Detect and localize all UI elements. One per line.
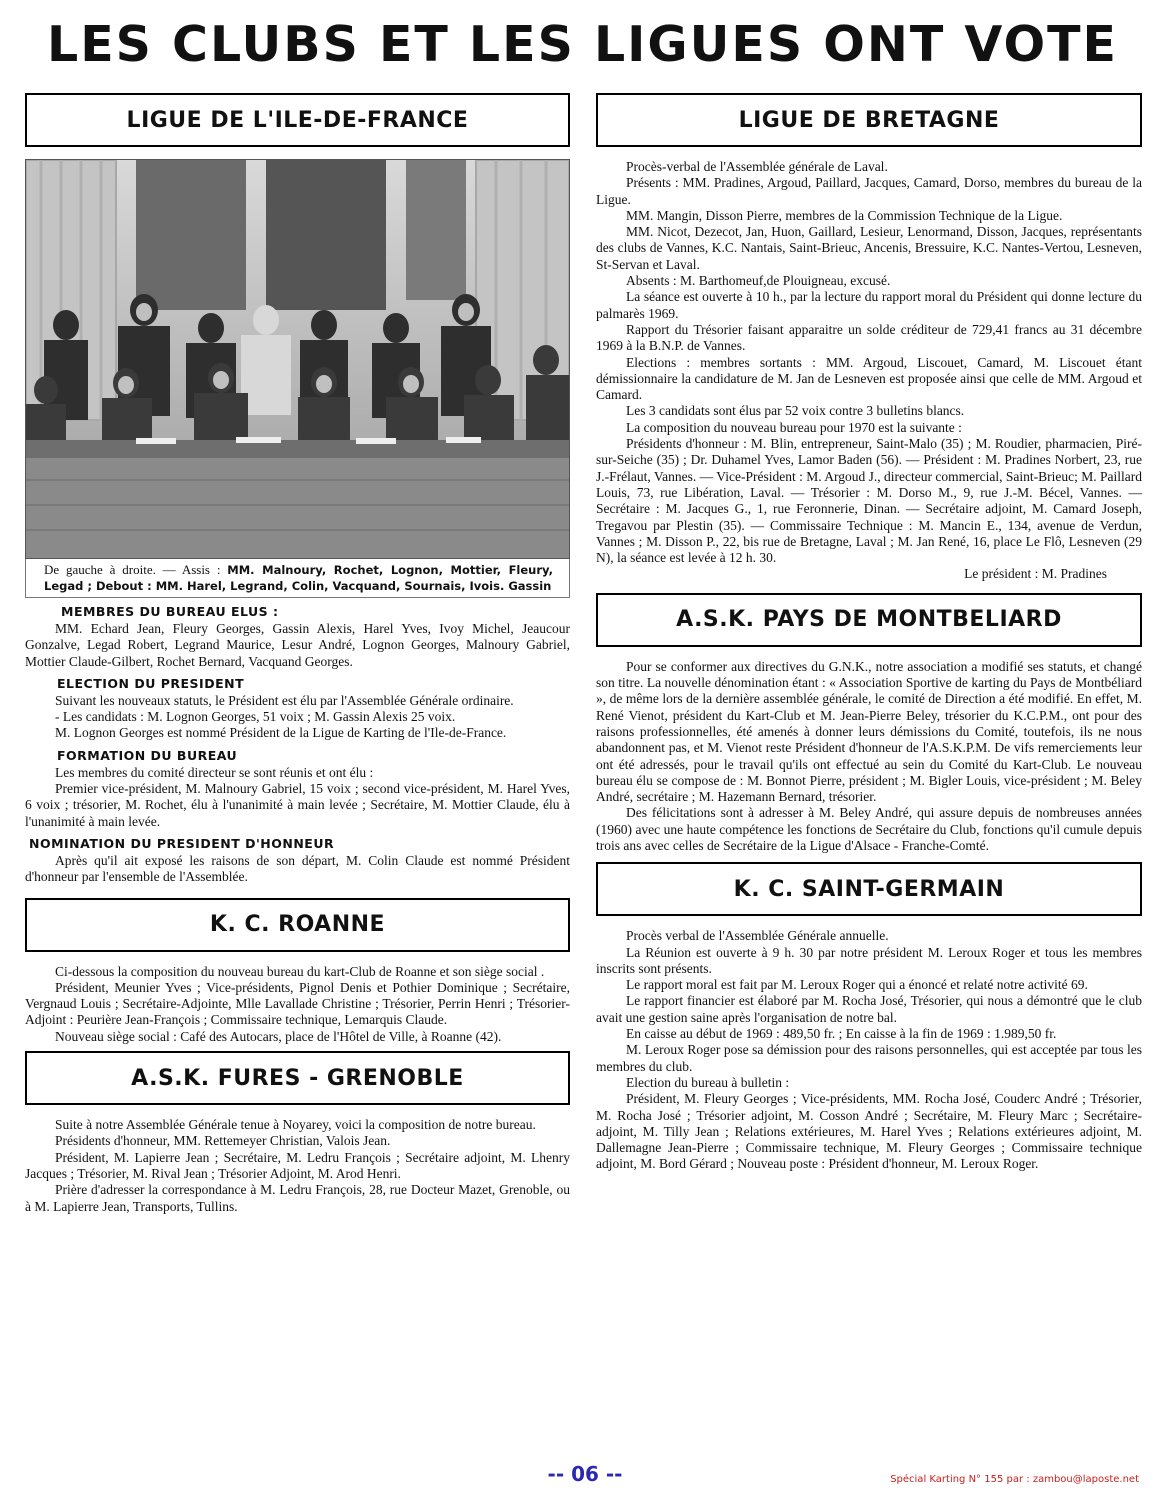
group-photo [25, 159, 570, 559]
paragraph: Des félicitations sont à adresser à M. Beley André, qui assure depuis de nombreuses années (1960) avec une haute compétence les fonctions de Secrétaire du Club, fonctions qu'il cumule depuis trois ans avec celles de Secrétaire de la Ligue d'Alsace - Franche-Comté. [596, 805, 1142, 853]
heading-nomination-president-honneur: NOMINATION DU PRESIDENT D'HONNEUR [29, 835, 335, 851]
paragraph: Les membres du comité directeur se sont réunis et ont élu : [55, 764, 374, 780]
photo-illustration [26, 160, 569, 558]
paragraph: Procès-verbal de l'Assemblée générale de Laval. [626, 159, 888, 174]
paragraph: Suivant les nouveaux statuts, le Président est élu par l'Assemblée Générale ordinaire. [55, 692, 514, 708]
paragraph: La Réunion est ouverte à 9 h. 30 par notre président M. Leroux Roger et tous les membres inscrits sont présents. [596, 944, 1142, 976]
paragraph: Présidents d'honneur : M. Blin, entrepreneur, Saint-Malo (35) ; M. Roudier, pharmacien, Piré-sur-Seiche (35) ; Dr. Duhamel Yves, Lamor Baden (56). — Président : M. Pradines Norbert, 23, rue J.-Frélaut, Vannes. — Vice-Président : M. Argoud J., directeur commercial, Saint-Brieuc; M. Paillard Louis, 73, rue Libération, Laval. — Trésorier : M. Dorso M., 9, rue J.-M. Bécel, Vannes. — Secrétaire : M. Jacques G., 1, rue Feronnerie, Dinan. — Secrétaire adjoint, M. Camard Joseph, Tregavou par Plestin (35). — Commissaire Technique : M. Mancin E., 134, avenue de Verdun, Vannes ; M. Disson P., 22, bis rue de Bretagne, Laval ; M. Jan René, 16, place Le Flô, Lesneven (29 N), la séance est levée à 12 h. 30. [596, 436, 1142, 566]
paragraph: Elections : membres sortants : MM. Argoud, Liscouet, Camard, M. Liscouet étant démissionnaire la candidature de M. Jan de Lesneven est proposée ainsi que celle de MM. Argoud et Camard. [596, 354, 1142, 403]
paragraph: Les 3 candidats sont élus par 52 voix contre 3 bulletins blancs. [626, 403, 965, 419]
page-headline: LES CLUBS ET LES LIGUES ONT VOTE [46, 16, 1118, 73]
paragraph: MM. Nicot, Dezecot, Jan, Huon, Gaillard, Lesieur, Lenormand, Disson, Jacques, représentants des clubs de Vannes, K.C. Nantais, Saint-Brieuc, Ancenis, Bressuire, K.C. Nantes-Vertou, Lesneven, St-Servan et Laval. [596, 224, 1142, 272]
paragraph: Election du bureau à bulletin : [626, 1074, 790, 1090]
paragraph: Président, M. Fleury Georges ; Vice-présidents, MM. Rocha José, Couderc André ; Trésorier, M. Rocha José ; Trésorier adjoint, M. Cosson André ; Secrétaire, M. Fleury Marc ; Secrétaire-adjoint, M. Tilly Jean ; Relations extérieures, M. Harel Yves ; Relations extérieures adjoint, M. Dallemagne Jean-Pierre ; Commissaire technique, M. Fleury Georges ; Commissaire technique adjoint, M. Bord Gérard ; Nouveau poste : Président d'honneur, M. Leroux Roger. [596, 1091, 1142, 1172]
paragraph: En caisse au début de 1969 : 489,50 fr. ; En caisse à la fin de 1969 : 1.989,50 fr. [626, 1026, 1057, 1042]
left-column [25, 93, 570, 1215]
paragraph: Ci-dessous la composition du nouveau bureau du kart-Club de Roanne et son siège social . [55, 963, 545, 979]
paragraph: Absents : M. Barthomeuf,de Plouigneau, excusé. [626, 273, 891, 289]
section-title-ask-pays-montbeliard: A.S.K. PAYS DE MONTBELIARD [596, 593, 1142, 647]
paragraph: MM. Mangin, Disson Pierre, membres de la Commission Technique de la Ligue. [626, 207, 1063, 223]
heading-formation-bureau: FORMATION DU BUREAU [57, 747, 238, 763]
paragraph: M. Lognon Georges est nommé Président de la Ligue de Karting de l'Ile-de-France. [55, 725, 507, 741]
paragraph: Le rapport financier est élaboré par M. Rocha José, Trésorier, qui nous a démontré que le club avait une gestion saine après l'organisation de notre bal. [596, 993, 1142, 1025]
paragraph: Président, Meunier Yves ; Vice-présidents, Pignol Denis et Pothier Dominique ; Secrétaire, Vergnaud Louis ; Secrétaire-Adjointe, Mlle Lavallade Christine ; Trésorier, Perrin Henri ; Trésorier-Adjoint : Peurière Jean-François ; Commissaire technique, Lemarquis Claude. [25, 979, 570, 1028]
signature-line: Le président : M. Pradines [964, 566, 1107, 582]
paragraph: Présidents d'honneur, MM. Rettemeyer Christian, Valois Jean. [55, 1133, 391, 1149]
paragraph: Premier vice-président, M. Malnoury Gabriel, 15 voix ; second vice-président, M. Harel Yves, 6 voix ; trésorier, M. Rochet, élu à l'unanimité à main levée ; Secrétaire, M. Mottier Claude, élu à l'unanimité à main levée. [25, 781, 570, 829]
caption-names: MM. Malnoury, Rochet, Lognon, Mottier, Fleury, Legad ; Debout : MM. Harel, Legrand, Colin, Vacquand, Sournais, Ivois. Gassin [44, 563, 553, 593]
paragraph: La composition du nouveau bureau pour 1970 est la suivante : [626, 419, 962, 435]
section-title-kc-saint-germain: K. C. SAINT-GERMAIN [596, 862, 1142, 916]
paragraph: Présents : MM. Pradines, Argoud, Paillard, Jacques, Camard, Dorso, membres du bureau de la Ligue. [596, 175, 1142, 207]
paragraph: MM. Echard Jean, Fleury Georges, Gassin Alexis, Harel Yves, Ivoy Michel, Jeaucour Gonzalve, Legad Robert, Legrand Maurice, Lesur André, Lognon Georges, Malnoury Gabriel, Mottier Claude-Gilbert, Rochet Bernard, Vacquand Georges. [25, 621, 570, 669]
paragraph: Prière d'adresser la correspondance à M. Ledru François, 28, rue Docteur Mazet, Grenoble, ou à M. Lapierre Jean, Transports, Tullins. [25, 1182, 570, 1214]
section-title-ile-de-france: LIGUE DE L'ILE-DE-FRANCE [25, 93, 570, 147]
footer-credit: Spécial Karting N° 155 par : zambou@laposte.net [890, 1474, 1139, 1485]
paragraph: La séance est ouverte à 10 h., par la lecture du rapport moral du Président qui donne lecture du palmarès 1969. [596, 289, 1142, 321]
paragraph: Pour se conformer aux directives du G.N.K., notre association a modifié ses statuts, et changé son titre. La nouvelle dénomination étant : « Association Sportive de karting du Pays de Montbéliard », de même lors de la dernière assemblée générale, le comité de Direction a été modifié. En effet, M. René Vienot, président du Kart-Club et M. Jean-Pierre Beley, trésorier du K.C.P.M., ont pour des raisons professionnelles, été amenés à donner leurs démissions du Comité, toutefois, ils ne nous abandonnent pas, et M. Vienot reste Président d'honneur de l'A.S.K.P.M. De vifs remerciements leur ont été adressés, pour le travail qu'ils ont effectué au sein du Comité du Kart-Club. Le nouveau bureau élu se compose de : M. Bonnot Pierre, président ; M. Bigler Louis, vice-président ; M. Beley André, secrétaire ; M. Hazemann Bernard, trésorier. [596, 658, 1142, 805]
paragraph: Suite à notre Assemblée Générale tenue à Noyarey, voici la composition de notre bureau. [55, 1117, 536, 1133]
heading-bureau-elus: MEMBRES DU BUREAU ELUS : [61, 604, 279, 619]
paragraph: - Les candidats : M. Lognon Georges, 51 voix ; M. Gassin Alexis 25 voix. [55, 709, 456, 725]
paragraph: Procès verbal de l'Assemblée Générale annuelle. [626, 928, 889, 944]
page-number: -- 06 -- [547, 1462, 623, 1486]
paragraph: Rapport du Trésorier faisant apparaitre un solde créditeur de 729,41 francs au 31 décembre 1969 à la B.N.P. de Vannes. [596, 321, 1142, 354]
heading-election-president: ELECTION DU PRESIDENT [57, 675, 245, 691]
right-column [596, 93, 1142, 1173]
paragraph: Nouveau siège social : Café des Autocars, place de l'Hôtel de Ville, à Roanne (42). [55, 1028, 502, 1044]
section-title-kc-roanne: K. C. ROANNE [25, 898, 570, 952]
paragraph: Président, M. Lapierre Jean ; Secrétaire, M. Ledru François ; Secrétaire adjoint, M. Lhenry Jacques ; Trésorier, M. Rival Jean ; Trésorier Adjoint, M. Arod Henri. [25, 1149, 570, 1181]
section-title-ligue-bretagne: LIGUE DE BRETAGNE [596, 93, 1142, 147]
paragraph: M. Leroux Roger pose sa démission pour des raisons personnelles, qui est acceptée par tous les membres du club. [596, 1042, 1142, 1074]
paragraph: Après qu'il ait exposé les raisons de son départ, M. Colin Claude est nommé Président d'honneur par l'ensemble de l'Assemblée. [25, 852, 570, 885]
caption-lead: De gauche à droite. — Assis : [44, 562, 228, 577]
paragraph: Le rapport moral est fait par M. Leroux Roger qui a énoncé et relaté notre activité 69. [626, 977, 1088, 993]
section-title-ask-fures-grenoble: A.S.K. FURES - GRENOBLE [25, 1051, 570, 1105]
photo-caption [25, 559, 570, 598]
